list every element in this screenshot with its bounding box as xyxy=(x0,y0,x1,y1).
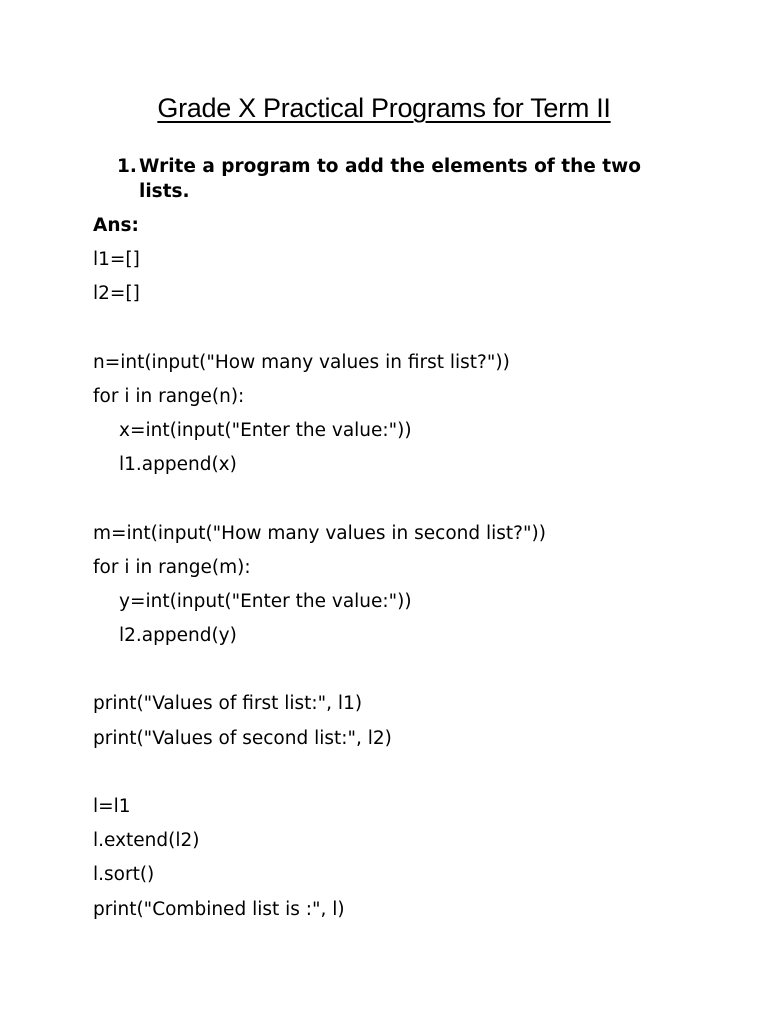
code-line: l.extend(l2) xyxy=(93,830,200,852)
code-line: l.sort() xyxy=(93,864,155,886)
code-line: for i in range(n): xyxy=(93,385,245,407)
code-line: m=int(input("How many values in second list?")) xyxy=(93,522,546,544)
answer-label: Ans: xyxy=(93,215,139,236)
code-line: x=int(input("Enter the value:")) xyxy=(119,419,412,441)
question-1 xyxy=(117,155,677,204)
code-line: l2=[] xyxy=(93,283,140,305)
code-line: l1.append(x) xyxy=(119,454,237,476)
blank-line xyxy=(93,759,713,793)
code-block xyxy=(93,246,713,930)
code-line: for i in range(m): xyxy=(93,556,251,578)
code-line: l1=[] xyxy=(93,249,140,270)
document-title-text: Grade X Practical Programs for Term II xyxy=(157,93,611,123)
code-line: y=int(input("Enter the value:")) xyxy=(119,590,412,612)
code-line: l=l1 xyxy=(93,796,131,817)
blank-line xyxy=(93,485,713,519)
blank-line xyxy=(93,314,713,348)
code-line: l2.append(y) xyxy=(119,625,237,647)
code-line: n=int(input("How many values in first list?")) xyxy=(93,351,510,373)
blank-line xyxy=(93,656,713,690)
code-line: print("Values of first list:", l1) xyxy=(93,693,363,715)
question-number: 1. xyxy=(117,156,137,177)
question-text: Write a program to add the elements of the two lists. xyxy=(139,156,641,202)
document-title xyxy=(0,88,768,128)
code-line: print("Combined list is :", l) xyxy=(93,898,345,920)
code-line: print("Values of second list:", l2) xyxy=(93,727,392,749)
